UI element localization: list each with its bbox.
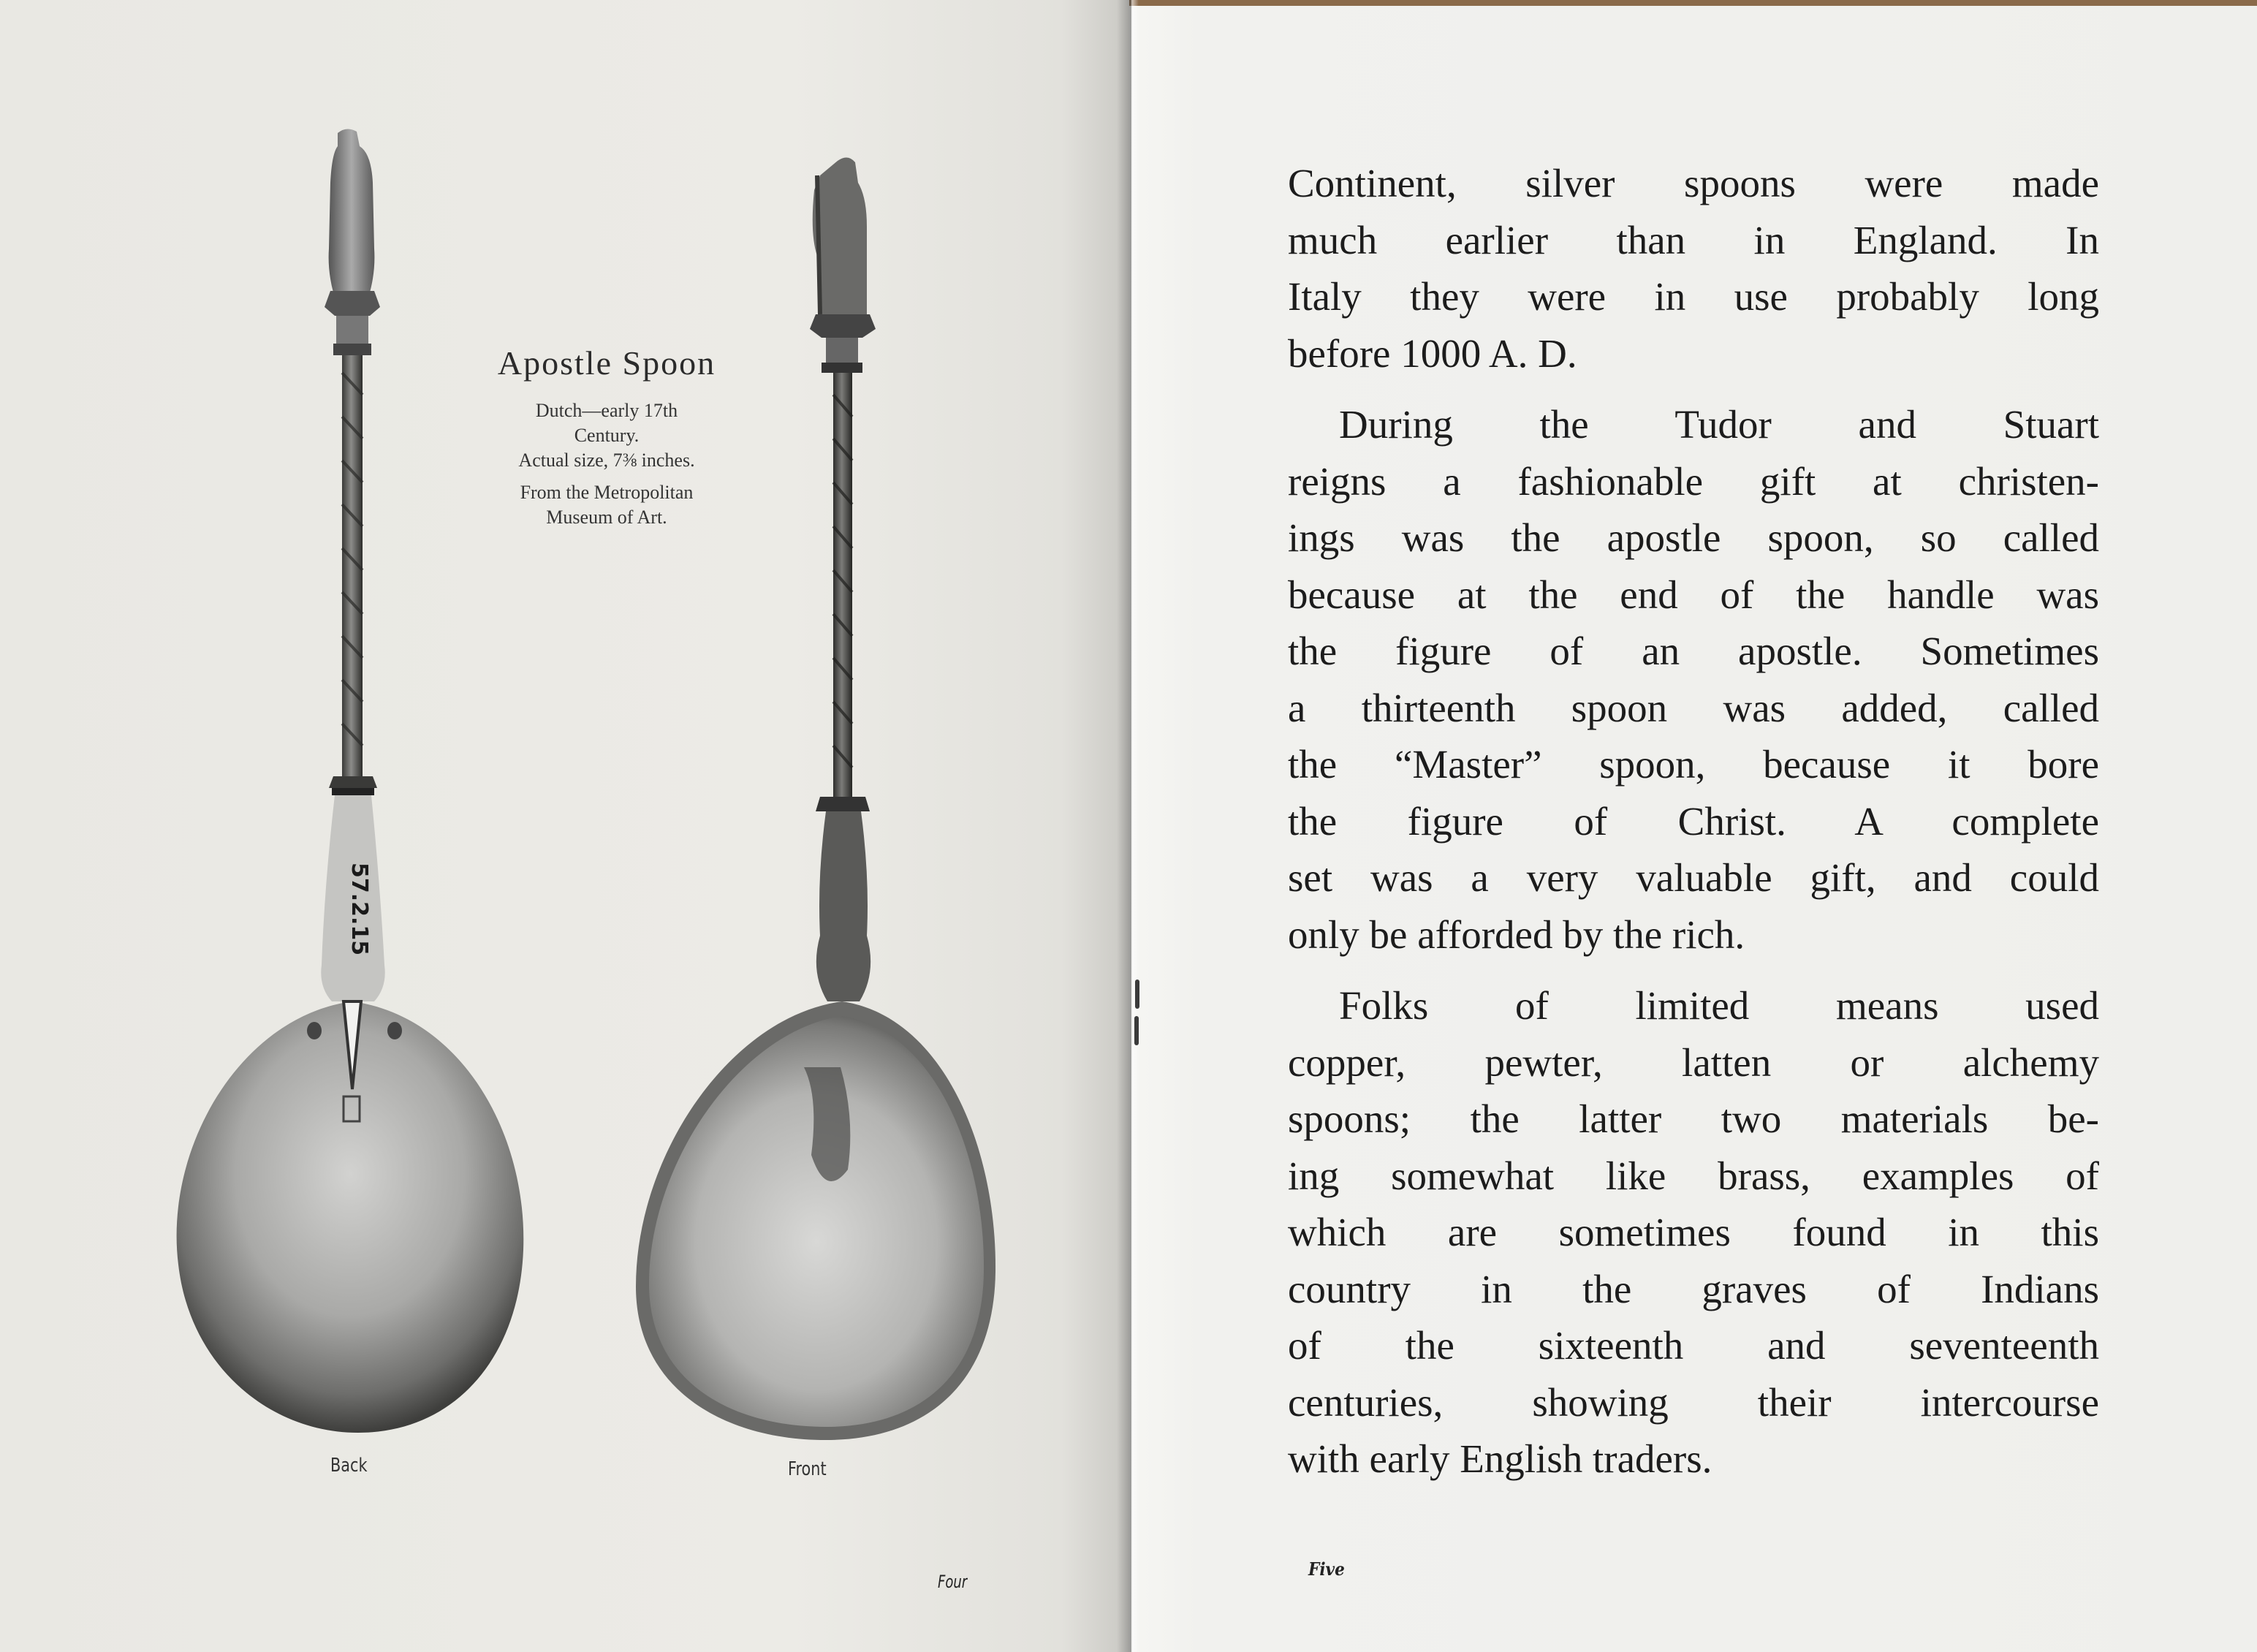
text-line: with early English traders. xyxy=(1288,1436,1712,1481)
text-line: spoons; the latter two materials be- xyxy=(1288,1096,2099,1141)
page-number-left: Four xyxy=(938,1572,968,1592)
page-number-right: Five xyxy=(1308,1558,1345,1580)
text-line: ings was the apostle spoon, so called xyxy=(1288,515,2099,560)
book-gutter xyxy=(1117,0,1139,1652)
text-line: only be afforded by the rich. xyxy=(1288,912,1745,957)
paragraph-2 xyxy=(1288,396,2099,963)
figure-caption xyxy=(453,344,760,530)
text-line: of the sixteenth and seventeenth xyxy=(1288,1323,2099,1368)
text-line: Continent, silver spoons were made xyxy=(1288,161,2099,205)
text-line: During the Tudor and Stuart xyxy=(1339,402,2099,447)
caption-title: Apostle Spoon xyxy=(497,344,716,382)
page-tear xyxy=(1135,980,1139,1009)
paragraph-1 xyxy=(1288,155,2099,382)
text-line: the figure of an apostle. Sometimes xyxy=(1288,629,2099,673)
body-text xyxy=(1288,155,2099,1488)
text-line: the “Master” spoon, because it bore xyxy=(1288,742,2099,787)
text-line: country in the graves of Indians xyxy=(1288,1266,2099,1311)
caption-line: Century. xyxy=(574,425,640,446)
spoon-front-image xyxy=(629,146,1009,1447)
text-line: much earlier than in England. In xyxy=(1288,217,2099,262)
text-line: Folks of limited means used xyxy=(1339,983,2099,1028)
spoon-back-image xyxy=(168,124,577,1440)
caption-line: Actual size, 7⅜ inches. xyxy=(518,450,695,471)
text-line: the figure of Christ. A complete xyxy=(1288,798,2099,844)
page-tear xyxy=(1134,1016,1139,1045)
text-line: set was a very valuable gift, and could xyxy=(1288,855,2099,900)
text-line: a thirteenth spoon was added, called xyxy=(1288,685,2099,730)
text-line: before 1000 A. D. xyxy=(1288,330,1577,376)
caption-line: Museum of Art. xyxy=(546,507,667,528)
svg-text:57.2.15: 57.2.15 xyxy=(346,863,372,956)
text-line: copper, pewter, latten or alchemy xyxy=(1288,1039,2099,1085)
figure-label-back: Back xyxy=(330,1455,368,1477)
text-line: which are sometimes found in this xyxy=(1288,1210,2099,1254)
spoon-inscription xyxy=(346,863,372,955)
caption-line: From the Metropolitan xyxy=(520,482,694,503)
text-line: Italy they were in use probably long xyxy=(1288,274,2099,319)
text-line: reigns a fashionable gift at christen- xyxy=(1288,458,2099,504)
text-line: centuries, showing their intercourse xyxy=(1288,1379,2099,1425)
paragraph-3 xyxy=(1288,977,2099,1488)
text-line: ing somewhat like brass, examples of xyxy=(1288,1153,2099,1198)
figure-label-front: Front xyxy=(788,1458,827,1480)
caption-line: Dutch—early 17th xyxy=(535,400,678,421)
text-line: because at the end of the handle was xyxy=(1288,572,2099,617)
